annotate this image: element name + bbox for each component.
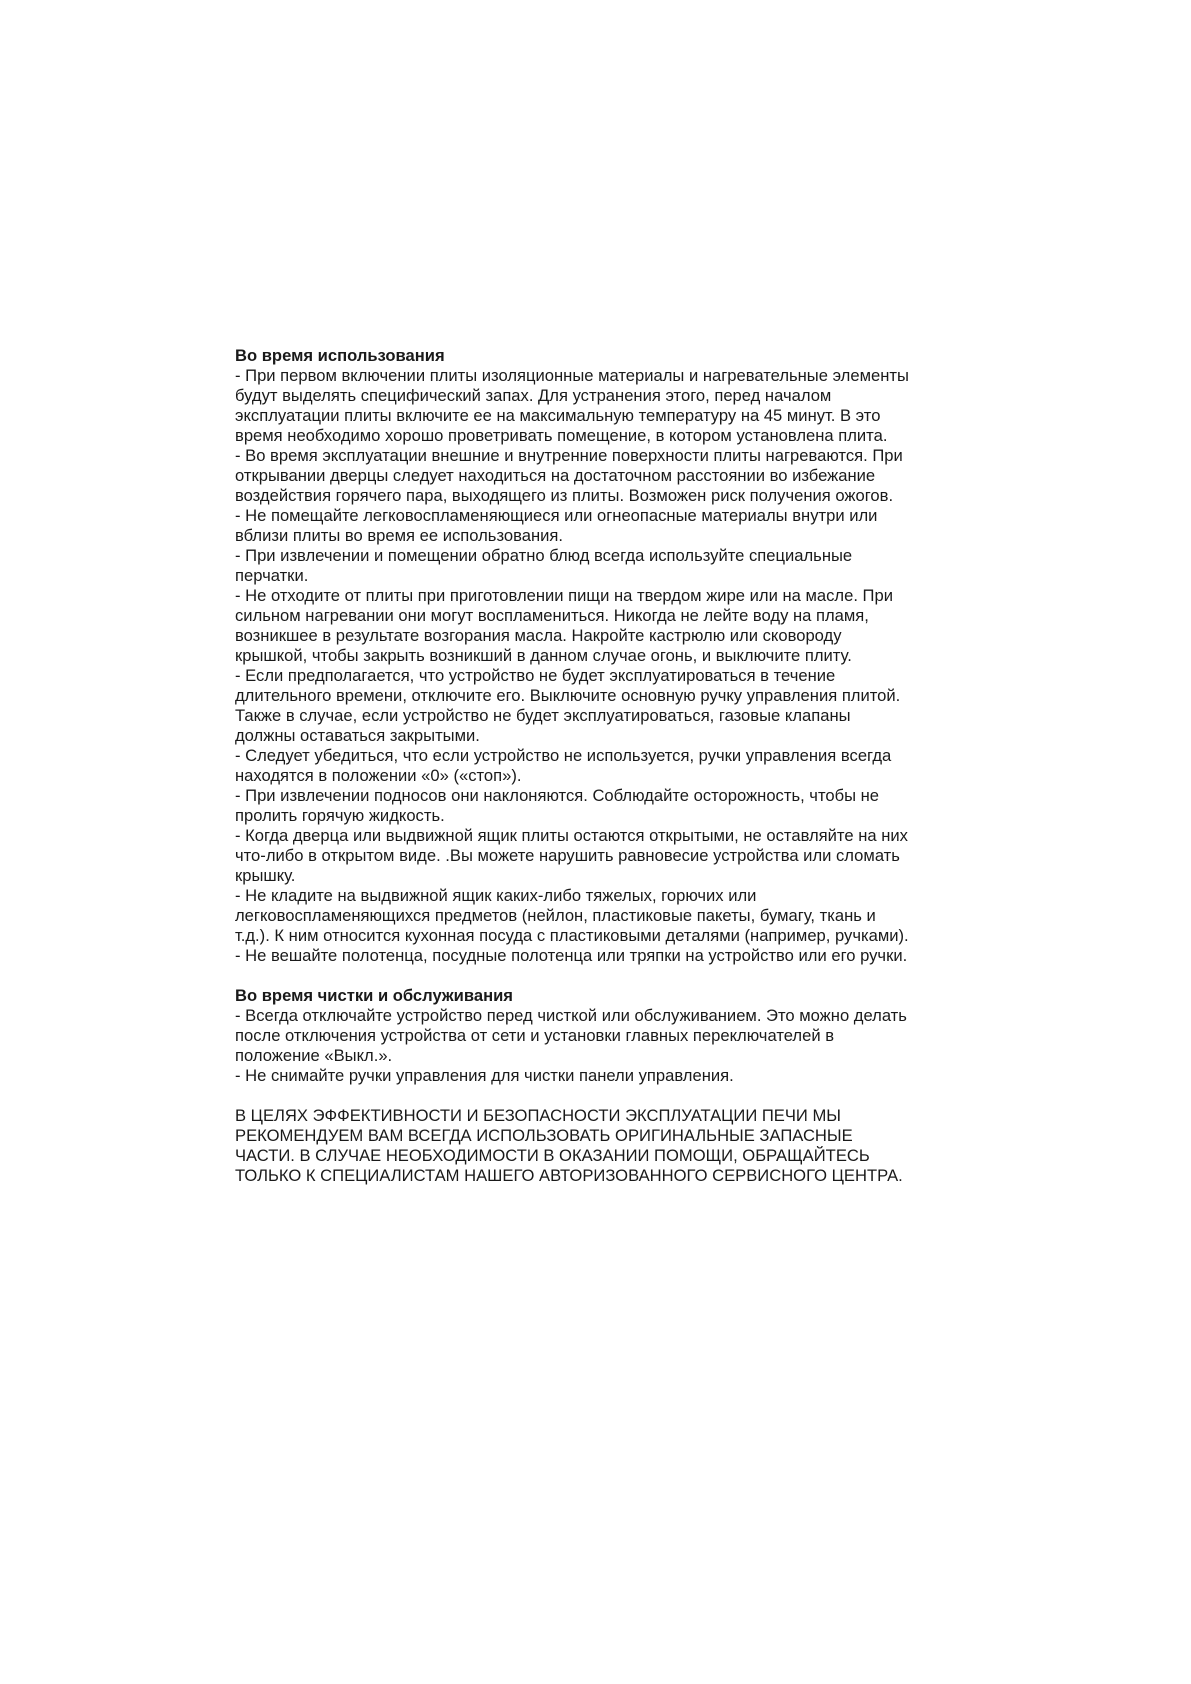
- text-line: положение «Выкл.».: [235, 1046, 393, 1065]
- section-spacer: [235, 966, 980, 986]
- text-line: - Во время эксплуатации внешние и внутренние поверхности плиты нагреваются. При: [235, 446, 903, 465]
- text-line: - Не снимайте ручки управления для чистки панели управления.: [235, 1066, 734, 1085]
- text-line: воздействия горячего пара, выходящего из плиты. Возможен риск получения ожогов.: [235, 486, 894, 505]
- text-line: - При извлечении и помещении обратно блюд всегда используйте специальные: [235, 546, 853, 565]
- text-line: перчатки.: [235, 566, 309, 585]
- text-line: крышку.: [235, 866, 296, 885]
- text-line: - Следует убедиться, что если устройство не используется, ручки управления всегда: [235, 746, 892, 765]
- text-line: после отключения устройства от сети и установки главных переключателей в: [235, 1026, 835, 1045]
- notice-line: ЧАСТИ. В СЛУЧАЕ НЕОБХОДИМОСТИ В ОКАЗАНИИ ПОМОЩИ, ОБРАЩАЙТЕСЬ: [235, 1146, 870, 1165]
- text-line: эксплуатации плиты включите ее на максимальную температуру на 45 минут. В это: [235, 406, 881, 425]
- notice-line: В ЦЕЛЯХ ЭФФЕКТИВНОСТИ И БЕЗОПАСНОСТИ ЭКСПЛУАТАЦИИ ПЕЧИ МЫ: [235, 1106, 841, 1125]
- text-line: - При извлечении подносов они наклоняются. Соблюдайте осторожность, чтобы не: [235, 786, 880, 805]
- text-line: - Когда дверца или выдвижной ящик плиты остаются открытыми, не оставляйте на них: [235, 826, 908, 845]
- notice-block: [235, 1106, 980, 1186]
- section-spacer: [235, 1086, 980, 1106]
- text-line: т.д.). К ним относится кухонная посуда с пластиковыми деталями (например, ручками).: [235, 926, 909, 945]
- text-line: - При первом включении плиты изоляционные материалы и нагревательные элементы: [235, 366, 909, 385]
- section-heading-usage: Во время использования: [235, 346, 445, 365]
- section-cleaning: [235, 986, 980, 1086]
- text-line: - Не отходите от плиты при приготовлении пищи на твердом жире или на масле. При: [235, 586, 893, 605]
- text-line: вблизи плиты во время ее использования.: [235, 526, 563, 545]
- section-usage: [235, 346, 980, 966]
- text-line: возникшее в результате возгорания масла. Накройте кастрюлю или сковороду: [235, 626, 842, 645]
- notice-line: ТОЛЬКО К СПЕЦИАЛИСТАМ НАШЕГО АВТОРИЗОВАННОГО СЕРВИСНОГО ЦЕНТРА.: [235, 1166, 903, 1185]
- notice-line: РЕКОМЕНДУЕМ ВАМ ВСЕГДА ИСПОЛЬЗОВАТЬ ОРИГИНАЛЬНЫЕ ЗАПАСНЫЕ: [235, 1126, 853, 1145]
- text-line: пролить горячую жидкость.: [235, 806, 445, 825]
- document-body: [235, 346, 980, 1186]
- section-heading-cleaning: Во время чистки и обслуживания: [235, 986, 513, 1005]
- text-line: будут выделять специфический запах. Для устранения этого, перед началом: [235, 386, 832, 405]
- text-line: Также в случае, если устройство не будет эксплуатироваться, газовые клапаны: [235, 706, 851, 725]
- text-line: легковоспламеняющихся предметов (нейлон, пластиковые пакеты, бумагу, ткань и: [235, 906, 876, 925]
- text-line: - Если предполагается, что устройство не будет эксплуатироваться в течение: [235, 666, 836, 685]
- text-line: длительного времени, отключите его. Выключите основную ручку управления плитой.: [235, 686, 901, 705]
- text-line: - Всегда отключайте устройство перед чисткой или обслуживанием. Это можно делать: [235, 1006, 907, 1025]
- text-line: должны оставаться закрытыми.: [235, 726, 480, 745]
- text-line: - Не кладите на выдвижной ящик каких-либо тяжелых, горючих или: [235, 886, 757, 905]
- text-line: открывании дверцы следует находиться на достаточном расстоянии во избежание: [235, 466, 876, 485]
- text-line: находятся в положении «0» («стоп»).: [235, 766, 522, 785]
- text-line: сильном нагревании они могут воспламениться. Никогда не лейте воду на пламя,: [235, 606, 869, 625]
- text-line: крышкой, чтобы закрыть возникший в данном случае огонь, и выключите плиту.: [235, 646, 852, 665]
- text-line: - Не вешайте полотенца, посудные полотенца или тряпки на устройство или его ручки.: [235, 946, 908, 965]
- text-line: - Не помещайте легковоспламеняющиеся или огнеопасные материалы внутри или: [235, 506, 878, 525]
- text-line: что-либо в открытом виде. .Вы можете нарушить равновесие устройства или сломать: [235, 846, 900, 865]
- text-line: время необходимо хорошо проветривать помещение, в котором установлена плита.: [235, 426, 888, 445]
